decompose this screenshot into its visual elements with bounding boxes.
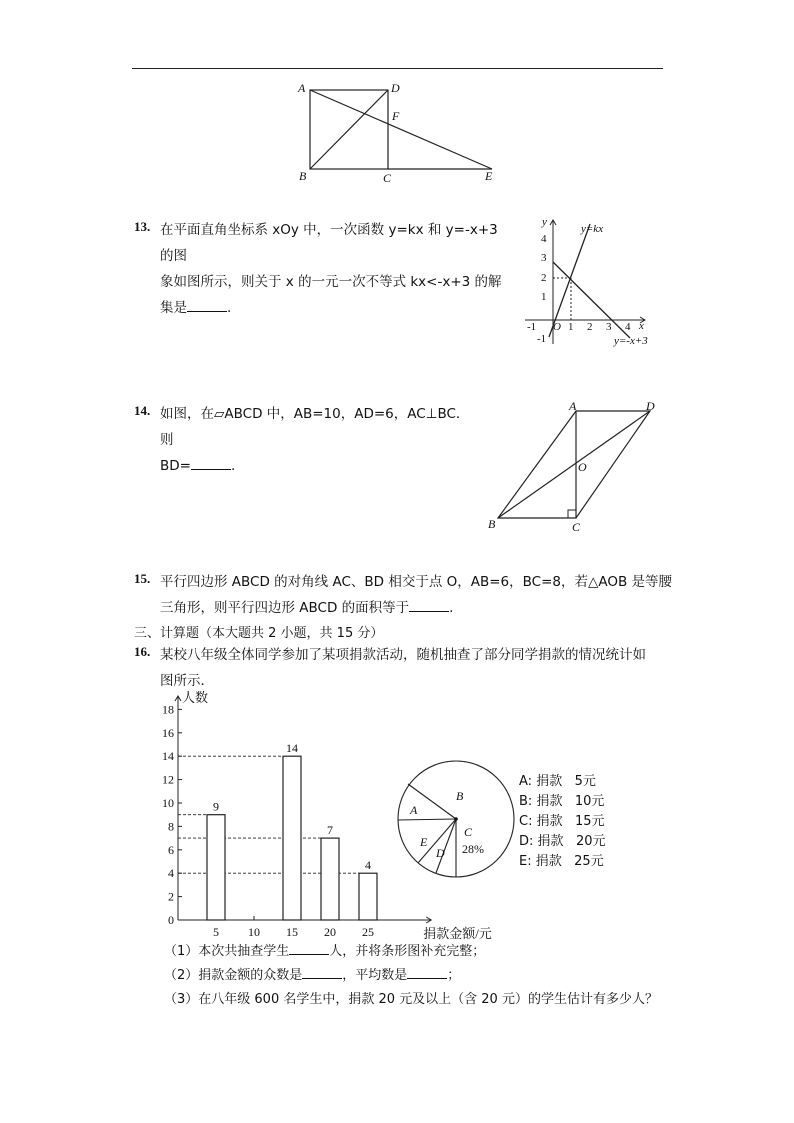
q13-line3 (160, 295, 510, 321)
answer-blank (409, 599, 449, 612)
question-15-text (160, 569, 680, 621)
legend-text: 捐款 (537, 834, 564, 849)
legend-item-c (519, 812, 606, 832)
x-axis-label: x (639, 320, 644, 332)
x-tick-label: 5 (213, 925, 219, 939)
section-heading-calculation: 三、计算题（本大题共 2 小题，共 15 分） (134, 626, 384, 641)
pie-legend (519, 772, 606, 872)
pie-slice-label: B (456, 789, 464, 803)
point-label-d: D (391, 81, 400, 95)
legend-text: 捐款 (535, 854, 562, 869)
q13-line3-end: . (227, 300, 232, 316)
x-tick-label: 20 (324, 925, 336, 939)
q16-line2: 图所示． (160, 673, 214, 689)
y-tick-label: 2 (168, 889, 174, 904)
legend-key: D: (519, 834, 534, 849)
legend-item-d (519, 832, 606, 852)
legend-amount: 15元 (575, 814, 605, 829)
figure-parallelogram (484, 398, 674, 534)
q15-line2-end: . (449, 600, 454, 616)
function-graph (515, 214, 675, 349)
legend-item-e (519, 852, 606, 872)
bar-value-label: 9 (213, 799, 219, 814)
legend-amount: 25元 (574, 854, 604, 869)
pie-chart-donations (396, 756, 518, 884)
bar-value-label: 7 (327, 823, 333, 838)
x-axis-title: 捐款金额/元 (423, 926, 492, 941)
sub-question-1 (164, 940, 724, 964)
sub2-text-b: ，平均数是 (342, 968, 408, 983)
y-tick-2: 2 (541, 272, 547, 284)
question-16-text (160, 642, 680, 694)
pie-slice-label: A (410, 803, 418, 817)
legend-item-b (519, 792, 606, 812)
question-number-16: 16. (134, 644, 151, 659)
x-tick-label: 25 (362, 925, 374, 939)
x-tick-2: 2 (587, 321, 593, 333)
y-tick-label: 0 (168, 913, 174, 927)
pie-slice-label: E (420, 835, 428, 849)
sub-question-3: （3）在八年级 600 名学生中，捐款 20 元及以上（含 20 元）的学生估计有多少人？ (164, 992, 658, 1007)
q13-line2: 象如图所示，则关于 x 的一元一次不等式 kx<-x+3 的解 (160, 274, 502, 290)
q15-line1: 平行四边形 ABCD 的对角线 AC、BD 相交于点 O，AB=6，BC=8，若△AOB 是等腰 (160, 574, 673, 590)
q16-line1: 某校八年级全体同学参加了某项捐款活动，随机抽查了部分同学捐款的情况统计如 (160, 647, 646, 663)
q14-line2-text: BD= (160, 458, 191, 474)
question-14-text (160, 401, 480, 479)
answer-blank (187, 299, 227, 312)
legend-key: A: (519, 774, 533, 789)
sub1-text: （1）本次共抽查学生 (164, 944, 290, 959)
answer-blank (302, 966, 342, 979)
sub2-text: （2）捐款金额的众数是 (164, 968, 303, 983)
x-tick-3: 3 (606, 321, 612, 333)
y-tick-label: 16 (162, 725, 174, 740)
point-label-f: F (392, 109, 400, 123)
x-tick-4: 4 (625, 321, 631, 333)
y-tick-neg1: -1 (537, 333, 547, 345)
bar (359, 873, 377, 920)
legend-key: C: (519, 814, 533, 829)
y-tick-3: 3 (541, 252, 547, 264)
x-tick-1: 1 (568, 321, 574, 333)
pie-slice-percent: 28% (462, 842, 484, 856)
y-axis-title: 人数 (182, 690, 209, 705)
point-label-a: A (298, 81, 306, 95)
figure-rect-abcd (295, 80, 505, 188)
question-number-15: 15. (134, 571, 151, 586)
y-tick-4: 4 (541, 233, 547, 245)
point-label-a: A (569, 399, 577, 413)
line-label-neg-x-plus-3: y=-x+3 (614, 335, 648, 347)
pie-slice-label: C (464, 825, 473, 839)
q13-line1: 在平面直角坐标系 xOy 中，一次函数 y=kx 和 y=-x+3 的图 (160, 222, 498, 264)
point-label-c: C (383, 171, 392, 185)
point-label-b: B (488, 517, 496, 531)
q13-line3-text: 集是 (160, 300, 187, 316)
question-number-13: 13. (134, 219, 151, 234)
point-label-d: D (646, 399, 655, 413)
legend-text: 捐款 (536, 814, 563, 829)
y-tick-label: 14 (162, 749, 174, 764)
origin-label: O (553, 321, 561, 333)
legend-key: B: (519, 794, 533, 809)
sub-question-2 (164, 964, 724, 988)
legend-text: 捐款 (536, 774, 563, 789)
bar-value-label: 14 (286, 741, 298, 756)
y-tick-label: 18 (162, 702, 174, 717)
legend-amount: 20元 (575, 834, 606, 849)
x-tick-neg1: -1 (527, 321, 537, 333)
q16-subquestions (164, 940, 724, 1012)
q14-line2-end: . (230, 458, 236, 474)
y-tick-label: 12 (162, 772, 174, 787)
bar (283, 756, 301, 920)
question-13-text (160, 217, 510, 321)
legend-item-a (519, 772, 606, 792)
answer-blank (289, 942, 329, 955)
y-tick-1: 1 (541, 291, 547, 303)
y-tick-label: 8 (168, 819, 174, 834)
y-tick-label: 6 (168, 842, 174, 857)
q14-line2 (160, 453, 480, 479)
sub1-text-b: 人，并将条形图补充完整； (329, 944, 486, 959)
bar-value-label: 4 (365, 858, 371, 873)
answer-blank (407, 966, 447, 979)
question-number-14: 14. (134, 403, 151, 418)
q15-line2-text: 三角形，则平行四边形 ABCD 的面积等于 (160, 600, 410, 616)
legend-amount: 10元 (574, 794, 605, 809)
legend-amount: 5元 (574, 774, 596, 789)
x-tick-label: 15 (286, 925, 298, 939)
q14-line1: 如图，在▱ABCD 中，AB=10，AD=6，AC⊥BC．则 (160, 406, 470, 448)
bar (321, 838, 339, 920)
answer-blank (191, 457, 231, 470)
bar (207, 815, 225, 920)
sub2-text-c: ； (447, 968, 461, 983)
header-rule (132, 68, 663, 69)
x-tick-label: 10 (248, 925, 260, 939)
point-label-c: C (572, 520, 581, 534)
y-tick-label: 10 (162, 796, 174, 810)
point-label-b: B (299, 169, 307, 183)
point-label-e: E (485, 169, 493, 183)
pie-slice-label: D (436, 846, 445, 860)
q15-line2 (160, 595, 680, 621)
line-label-kx: y=kx (581, 223, 604, 235)
legend-text: 捐款 (536, 794, 563, 809)
y-axis-label: y (542, 216, 547, 228)
point-label-o: O (578, 460, 587, 474)
y-tick-label: 4 (168, 866, 174, 881)
legend-key: E: (519, 854, 532, 869)
